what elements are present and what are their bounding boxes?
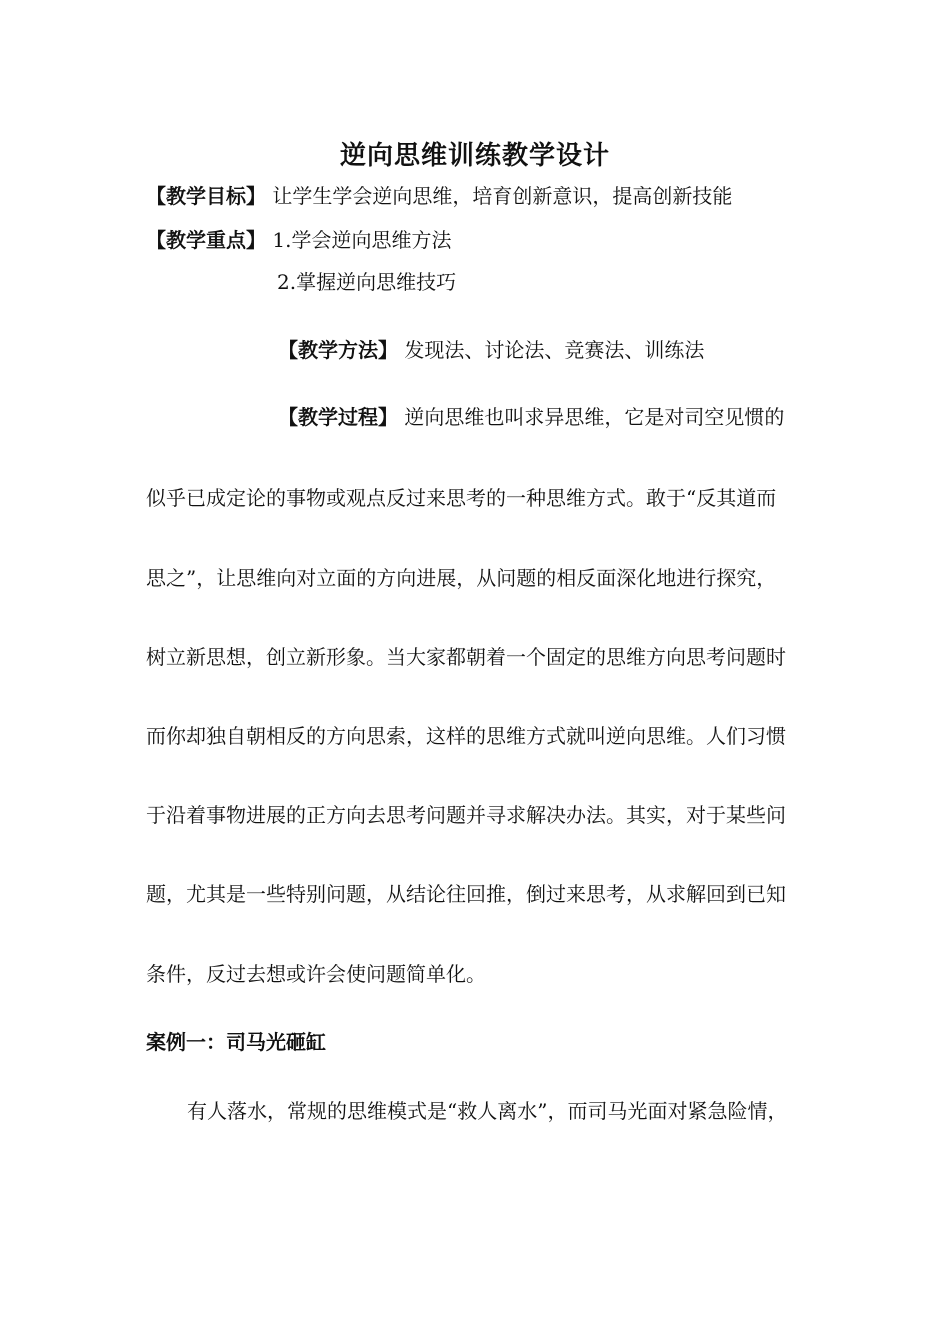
methods-line bbox=[278, 336, 704, 364]
document-title: 逆向思维训练教学设计 bbox=[339, 141, 610, 171]
process-paragraph-line: 树立新思想，创立新形象。当大家都朝着一个固定的思维方向思考问题时 bbox=[146, 645, 786, 669]
key-points-label: 【教学重点】 bbox=[146, 228, 266, 252]
process-paragraph-line: 于沿着事物进展的正方向去思考问题并寻求解决办法。其实，对于某些问 bbox=[146, 803, 786, 827]
key-point-item: 2.掌握逆向思维技巧 bbox=[277, 270, 457, 294]
process-paragraph-line: 条件，反过去想或许会使问题简单化。 bbox=[146, 962, 486, 986]
objective-line bbox=[146, 182, 732, 210]
process-line bbox=[278, 403, 784, 431]
process-paragraph-line: 题，尤其是一些特别问题，从结论往回推，倒过来思考，从求解回到已知 bbox=[146, 882, 786, 906]
process-paragraph-line: 而你却独自朝相反的方向思索，这样的思维方式就叫逆向思维。人们习惯 bbox=[146, 724, 786, 748]
key-points-line bbox=[146, 226, 451, 254]
methods-label: 【教学方法】 bbox=[278, 338, 398, 362]
key-point-item: 1.学会逆向思维方法 bbox=[272, 228, 452, 252]
case-paragraph-line: 有人落水，常规的思维模式是“救人离水”，而司马光面对紧急险情， bbox=[187, 1099, 788, 1123]
objective-text: 让学生学会逆向思维，培育创新意识，提高创新技能 bbox=[272, 184, 733, 208]
process-paragraph-line: 似乎已成定论的事物或观点反过来思考的一种思维方式。敢于“反其道而 bbox=[146, 486, 777, 510]
process-paragraph-line: 思之”，让思维向对立面的方向进展，从问题的相反面深化地进行探究， bbox=[146, 566, 777, 590]
process-first-line: 逆向思维也叫求异思维，它是对司空见惯的 bbox=[404, 405, 785, 429]
methods-text: 发现法、讨论法、竞赛法、训练法 bbox=[404, 338, 705, 362]
process-label: 【教学过程】 bbox=[278, 405, 398, 429]
objective-label: 【教学目标】 bbox=[146, 184, 266, 208]
case-heading: 案例一：司马光砸缸 bbox=[146, 1030, 326, 1054]
